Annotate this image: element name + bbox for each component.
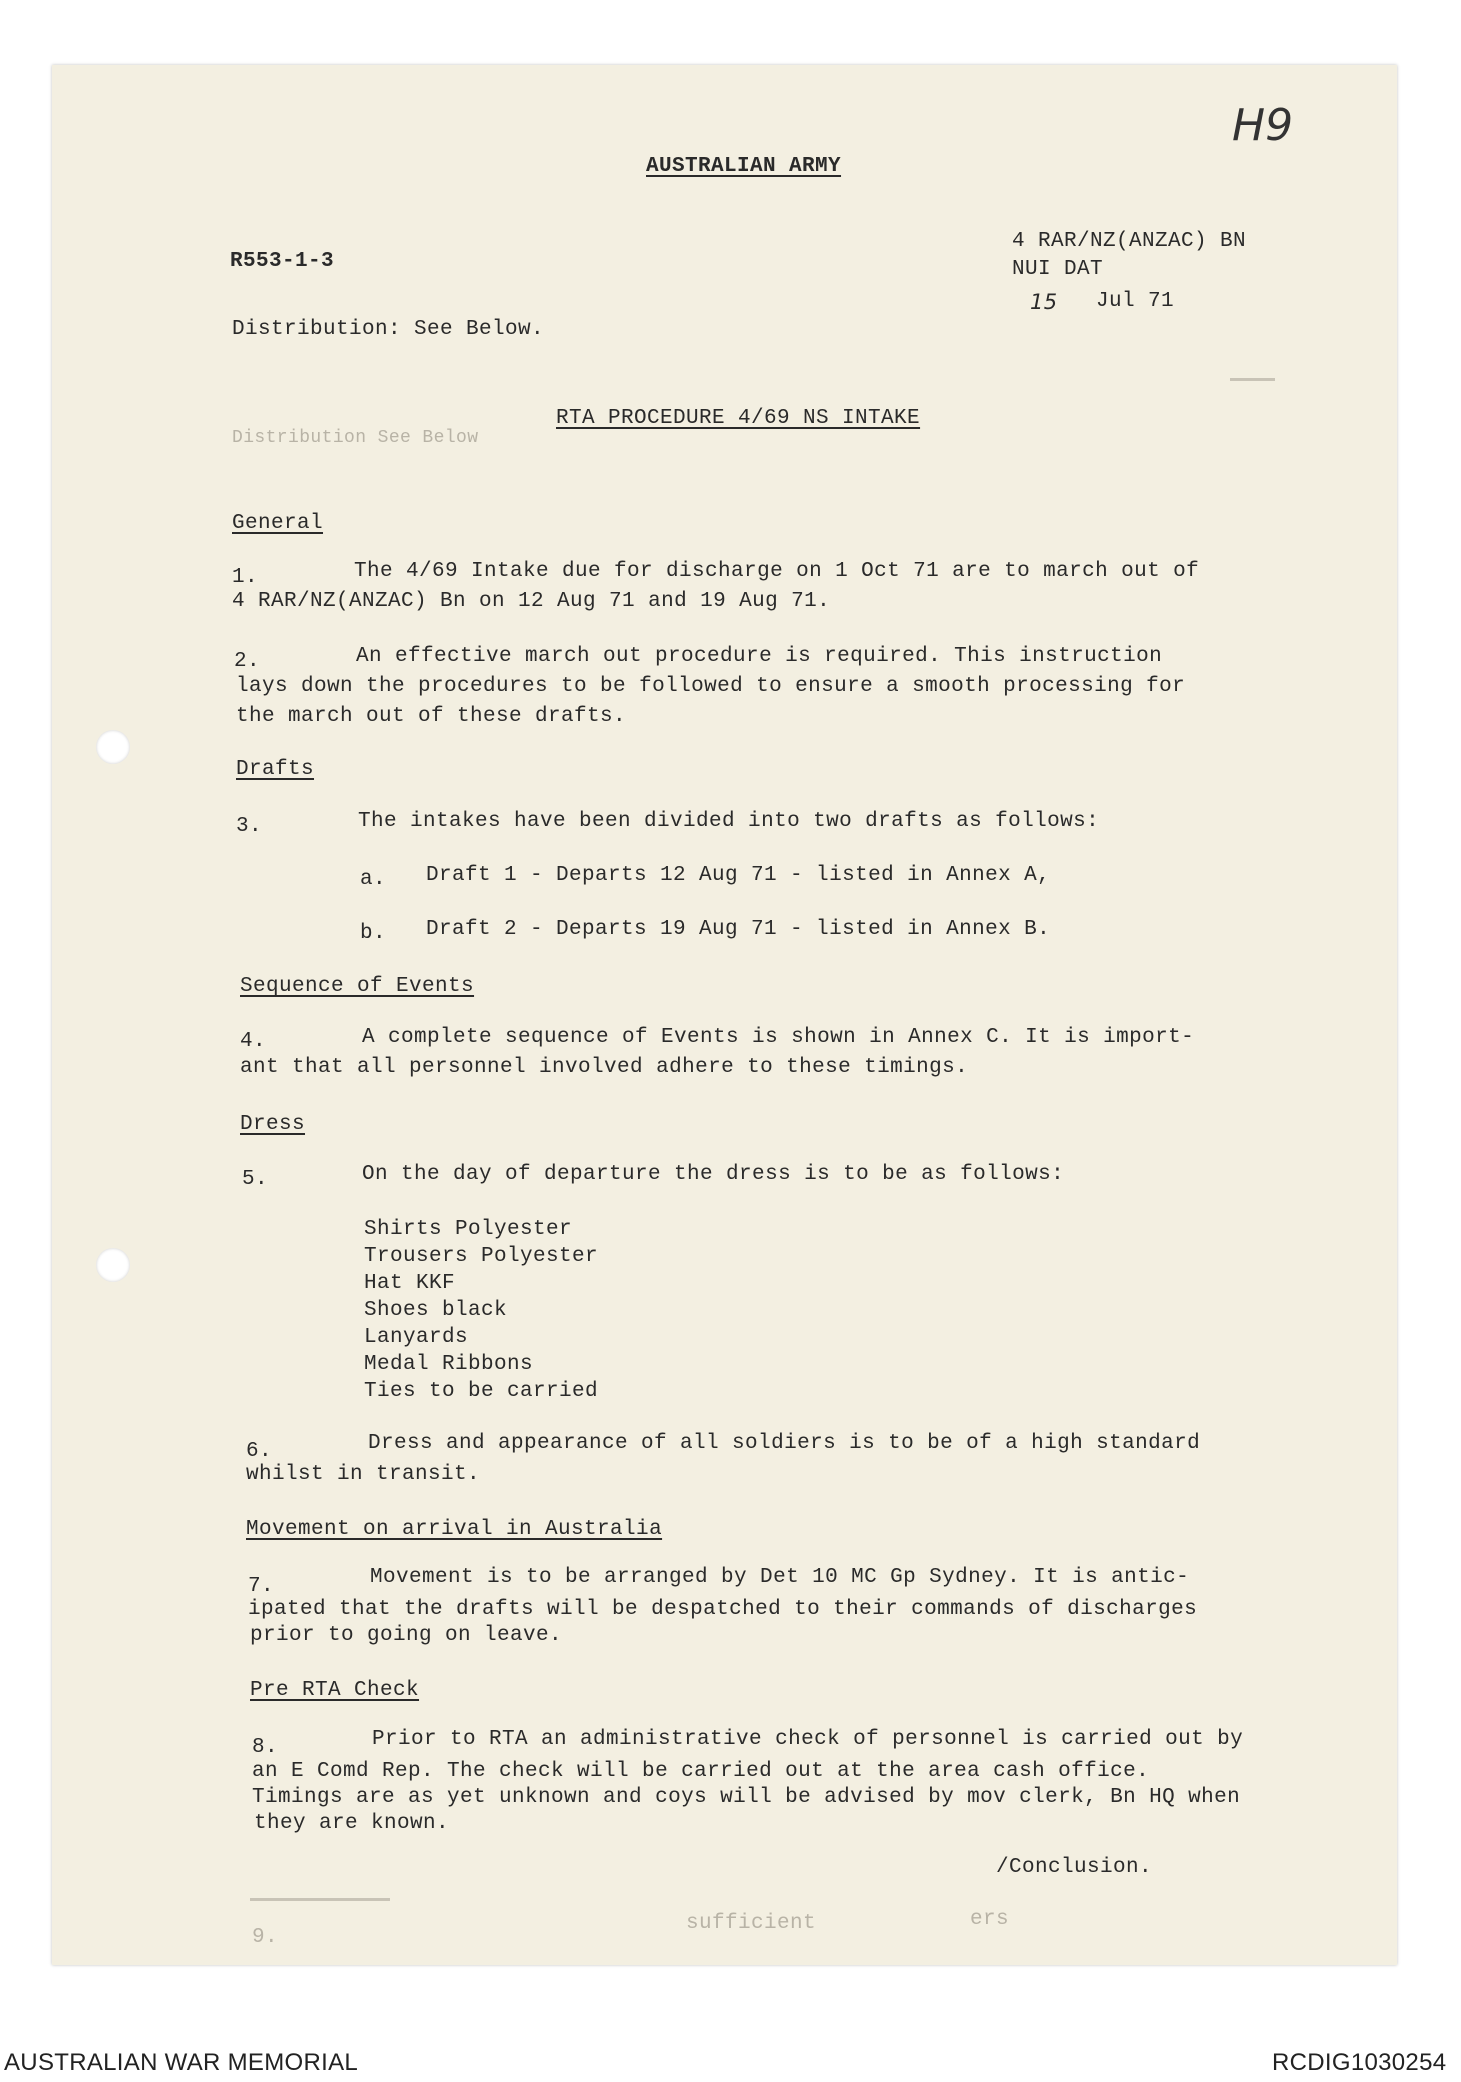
file-reference: R553-1-3: [230, 250, 335, 273]
para-8-line-1: Prior to RTA an administrative check of personnel is carried out by: [372, 1728, 1244, 1751]
para-4-line-1: A complete sequence of Events is shown in Annex C. It is import-: [362, 1026, 1195, 1049]
dress-item: Ties to be carried: [364, 1380, 599, 1403]
faint-smudge-bottom: [250, 1898, 390, 1901]
para-7-line-1: Movement is to be arranged by Det 10 MC Gp Sydney. It is antic-: [370, 1566, 1190, 1589]
section-heading-sequence: Sequence of Events: [240, 975, 475, 998]
para-7-line-3: prior to going on leave.: [250, 1624, 563, 1647]
dress-item: Shirts Polyester: [364, 1218, 573, 1241]
para-1-line-2: 4 RAR/NZ(ANZAC) Bn on 12 Aug 71 and 19 Aug 71.: [232, 590, 831, 613]
punch-hole-top: [96, 730, 130, 764]
para-4-number: 4.: [240, 1030, 267, 1053]
continuation-marker: /Conclusion.: [996, 1856, 1153, 1879]
punch-hole-bottom: [96, 1248, 130, 1282]
para-1-number: 1.: [232, 566, 259, 589]
date-day-handwritten: 15: [1030, 290, 1058, 314]
document-title: AUSTRALIAN ARMY: [646, 155, 842, 178]
para-7-number: 7.: [248, 1575, 275, 1598]
faint-fragment: sufficient: [686, 1912, 817, 1935]
location: NUI DAT: [1012, 258, 1104, 281]
para-2-line-3: the march out of these drafts.: [236, 705, 627, 728]
para-5-number: 5.: [242, 1168, 269, 1191]
item-b-label: b.: [360, 922, 387, 945]
para-2-number: 2.: [234, 650, 261, 673]
handwritten-folio-mark: H9: [1232, 100, 1294, 151]
section-heading-general: General: [232, 512, 324, 535]
para-3-number: 3.: [236, 815, 263, 838]
para-9-number-faint: 9.: [252, 1926, 279, 1949]
para-8-number: 8.: [252, 1736, 279, 1759]
para-6-number: 6.: [246, 1440, 273, 1463]
dress-item: Hat KKF: [364, 1272, 456, 1295]
faint-smudge: [1230, 378, 1275, 381]
footer-source: AUSTRALIAN WAR MEMORIAL: [4, 2049, 359, 2076]
para-2-line-1: An effective march out procedure is required. This instruction: [356, 645, 1163, 668]
item-a-label: a.: [360, 868, 387, 891]
dress-item: Trousers Polyester: [364, 1245, 599, 1268]
faint-overtype: Distribution See Below: [232, 428, 479, 448]
item-a-text: Draft 1 - Departs 12 Aug 71 - listed in Annex A,: [426, 864, 1051, 887]
para-8-line-3: Timings are as yet unknown and coys will be advised by mov clerk, Bn HQ when: [252, 1786, 1241, 1809]
dress-item: Medal Ribbons: [364, 1353, 534, 1376]
section-heading-drafts: Drafts: [236, 758, 315, 781]
para-2-line-2: lays down the procedures to be followed to ensure a smooth processing for: [236, 675, 1186, 698]
distribution-line: Distribution: See Below.: [232, 318, 545, 341]
para-3-line-1: The intakes have been divided into two drafts as follows:: [358, 810, 1100, 833]
section-heading-pre-rta: Pre RTA Check: [250, 1679, 420, 1702]
faint-fragment: ers: [970, 1908, 1010, 1931]
footer-catalogue-id: RCDIG1030254: [1272, 2049, 1447, 2076]
para-6-line-2: whilst in transit.: [246, 1463, 481, 1486]
para-4-line-2: ant that all personnel involved adhere to these timings.: [240, 1056, 969, 1079]
para-8-line-2: an E Comd Rep. The check will be carried out at the area cash office.: [252, 1760, 1150, 1783]
section-heading-movement: Movement on arrival in Australia: [246, 1518, 663, 1541]
unit-name: 4 RAR/NZ(ANZAC) BN: [1012, 230, 1247, 253]
para-1-line-1: The 4/69 Intake due for discharge on 1 Oct 71 are to march out of: [354, 560, 1200, 583]
item-b-text: Draft 2 - Departs 19 Aug 71 - listed in Annex B.: [426, 918, 1051, 941]
dress-item: Lanyards: [364, 1326, 469, 1349]
subject-heading: RTA PROCEDURE 4/69 NS INTAKE: [556, 407, 921, 430]
section-heading-dress: Dress: [240, 1113, 306, 1136]
para-8-line-4: they are known.: [254, 1812, 450, 1835]
para-5-line-1: On the day of departure the dress is to be as follows:: [362, 1163, 1065, 1186]
dress-item: Shoes black: [364, 1299, 508, 1322]
para-7-line-2: ipated that the drafts will be despatched to their commands of discharges: [248, 1598, 1198, 1621]
date-month-year: Jul 71: [1096, 290, 1175, 313]
para-6-line-1: Dress and appearance of all soldiers is to be of a high standard: [368, 1432, 1201, 1455]
